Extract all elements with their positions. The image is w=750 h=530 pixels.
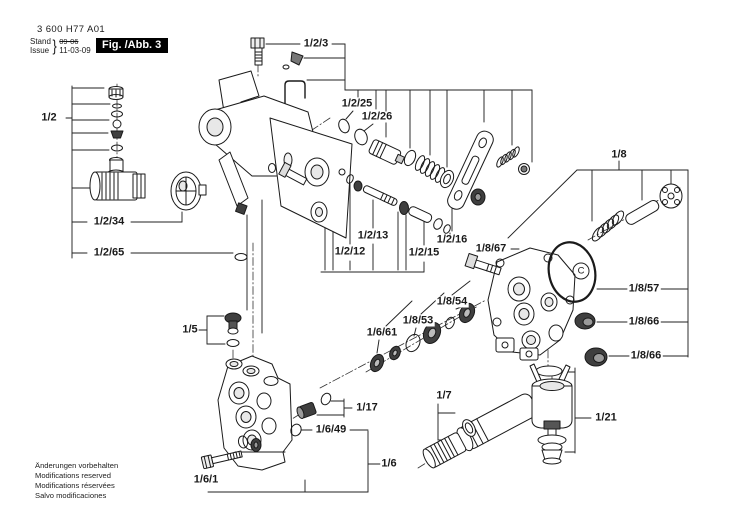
part-label: 1/2/12 — [334, 245, 366, 258]
issue-date: 11-03-09 — [59, 46, 91, 55]
part-label: 1/8/54 — [436, 295, 468, 308]
part-label: 1/8/67 — [475, 242, 507, 255]
part-label: 1/17 — [356, 401, 378, 414]
revision-brace: } — [52, 37, 57, 55]
part-label: 1/8/57 — [628, 282, 660, 295]
part-label: 1/6/61 — [366, 326, 398, 339]
part-label: 1/8/66 — [628, 315, 660, 328]
part-label: 1/7 — [436, 389, 452, 402]
regulator-knob — [171, 172, 206, 210]
part-label: 1/5 — [182, 323, 198, 336]
wire-clip — [285, 81, 305, 107]
part-label: 1/2/34 — [93, 215, 125, 228]
valve-block-casting — [218, 356, 292, 470]
part-label: 1/2/3 — [303, 37, 329, 50]
valve-cartridge-row — [337, 118, 530, 212]
part-label: 1/8/66 — [630, 349, 662, 362]
stand-label: Stand — [30, 37, 51, 46]
part-label: 1/2/65 — [93, 246, 125, 259]
small-spring — [495, 146, 520, 168]
part-label: 1/2/13 — [357, 229, 389, 242]
head-plugs — [575, 313, 607, 366]
part-label: 1/2 — [41, 111, 57, 124]
part-label: 1/6/49 — [315, 423, 347, 436]
unloader-housing-casting — [199, 71, 352, 238]
outlet-assembly — [421, 364, 572, 470]
footer-line-en: Modifications reserved — [35, 471, 111, 480]
footer-line-es: Salvo modificaciones — [35, 491, 107, 500]
issue-label: Issue — [30, 46, 50, 55]
part-label: 1/8/53 — [402, 314, 434, 327]
footer-legal-note — [35, 461, 118, 501]
part-label: 1/8 — [611, 148, 627, 161]
part-label: 1/21 — [595, 411, 617, 424]
part-label: 1/2/16 — [436, 233, 468, 246]
valve-1-5 — [225, 313, 241, 347]
superseded-date: 09-06 — [59, 37, 79, 46]
part-label: 1/2/25 — [341, 97, 373, 110]
part-label: 1/2/26 — [361, 110, 393, 123]
lever-plate — [445, 129, 496, 212]
footer-line-de: Änderungen vorbehalten — [35, 461, 119, 470]
section-callout-c: C — [573, 263, 590, 280]
figure-label-box: Fig. /Abb. 3 — [96, 38, 168, 53]
document-part-number: 3 600 H77 A01 — [37, 24, 106, 35]
part-label: 1/6 — [381, 457, 397, 470]
footer-line-fr: Modifications réservées — [35, 481, 115, 490]
pump-head-casting — [488, 248, 575, 360]
piston-return-spring-group — [590, 184, 682, 243]
part-label: 1/2/15 — [408, 246, 440, 259]
fitting-top — [283, 52, 303, 69]
inlet-tee-fitting — [90, 158, 145, 201]
bolt-top — [251, 38, 264, 65]
part-label: 1/6/1 — [193, 473, 219, 486]
o-ring-1-2-65 — [235, 254, 247, 261]
